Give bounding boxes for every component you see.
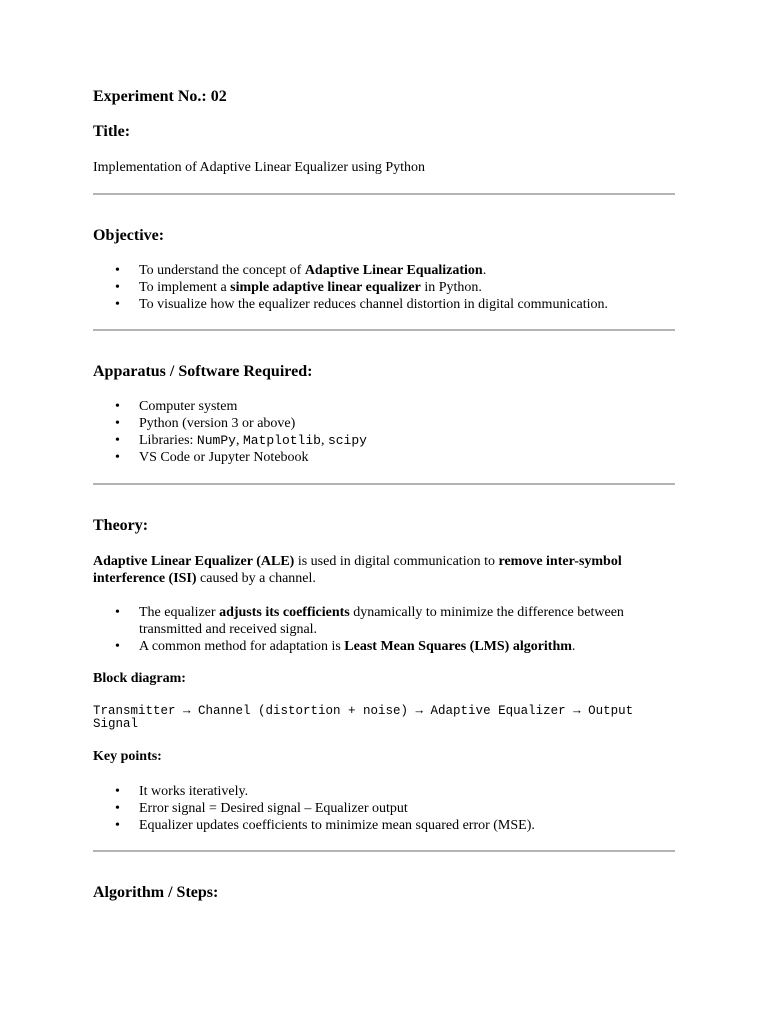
bullet-icon: • — [115, 297, 120, 312]
bullet-icon: • — [115, 433, 120, 448]
bullet-icon: • — [115, 416, 120, 431]
objective-heading: Objective: — [93, 227, 165, 244]
list-item — [93, 432, 675, 449]
list-item — [93, 604, 633, 638]
algorithm-heading: Algorithm / Steps: — [93, 884, 219, 901]
theory-point-bold: adjusts its coefficients — [219, 605, 350, 620]
theory-point-bold: Least Mean Squares (LMS) algorithm — [344, 639, 572, 654]
bullet-icon: • — [115, 263, 120, 278]
title-label: Title: — [93, 123, 131, 140]
bullet-icon: • — [115, 450, 120, 465]
library-name: scipy — [327, 433, 367, 448]
key-point-text: It works iteratively. — [139, 784, 249, 799]
objective-item-text: To implement a — [139, 280, 231, 295]
key-points-list — [93, 783, 675, 834]
bullet-icon: • — [115, 280, 120, 295]
objective-item-text: To understand the concept of — [139, 263, 305, 278]
theory-heading: Theory: — [93, 517, 149, 534]
apparatus-list — [93, 398, 675, 466]
library-name: NumPy — [196, 433, 236, 448]
list-item — [93, 415, 675, 432]
divider — [93, 483, 675, 485]
apparatus-item-text: Libraries: — [139, 433, 197, 448]
list-item — [93, 783, 675, 800]
bullet-icon: • — [115, 801, 120, 816]
theory-intro — [93, 553, 638, 587]
theory-point-text: The equalizer — [139, 605, 220, 620]
theory-intro-bold: remove inter-symbol interference (ISI) — [93, 554, 622, 586]
bullet-icon: • — [115, 639, 120, 654]
key-point-text: Equalizer updates coefficients to minimize mean squared error (MSE). — [139, 818, 535, 833]
theory-intro-bold: Adaptive Linear Equalizer (ALE) — [93, 554, 295, 569]
title-text: Implementation of Adaptive Linear Equalizer using Python — [93, 160, 426, 175]
theory-intro-text: is used in digital communication to — [294, 554, 499, 569]
bullet-icon: • — [115, 399, 120, 414]
apparatus-item-text: Python (version 3 or above) — [139, 416, 296, 431]
apparatus-heading: Apparatus / Software Required: — [93, 363, 313, 380]
separator: , — [235, 433, 243, 448]
objective-item-text: To visualize how the equalizer reduces channel distortion in digital communication. — [139, 297, 609, 312]
library-name: Matplotlib — [242, 433, 321, 448]
theory-point-text: A common method for adaptation is — [139, 639, 345, 654]
list-item — [93, 398, 675, 415]
apparatus-item-text: VS Code or Jupyter Notebook — [139, 450, 309, 465]
objective-item-bold: Adaptive Linear Equalization — [304, 263, 483, 278]
divider — [93, 193, 675, 195]
list-item — [93, 638, 633, 655]
experiment-number: Experiment No.: 02 — [93, 88, 227, 105]
bullet-icon: • — [115, 818, 120, 833]
list-item — [93, 296, 675, 313]
objective-list — [93, 262, 675, 313]
list-item — [93, 800, 675, 817]
objective-item-text: in Python. — [420, 280, 482, 295]
bullet-icon: • — [115, 784, 120, 799]
bullet-icon: • — [115, 605, 120, 620]
list-item — [93, 262, 675, 279]
list-item — [93, 817, 675, 834]
apparatus-item-text: Computer system — [139, 399, 238, 414]
theory-point-text: dynamically to minimize the difference between transmitted and received signal. — [139, 605, 624, 637]
theory-point-text: . — [571, 639, 576, 654]
divider — [93, 329, 675, 331]
block-diagram-label: Block diagram: — [93, 671, 186, 686]
objective-item-text: . — [482, 263, 487, 278]
list-item — [93, 279, 675, 296]
divider — [93, 850, 675, 852]
key-point-text: Error signal = Desired signal – Equalizer output — [139, 801, 408, 816]
theory-points — [93, 604, 633, 655]
list-item — [93, 449, 675, 466]
theory-intro-text: caused by a channel. — [196, 571, 316, 586]
objective-item-bold: simple adaptive linear equalizer — [230, 280, 421, 295]
block-diagram-text: Transmitter → Channel (distortion + noise) → Adaptive Equalizer → Output Signal — [93, 704, 641, 731]
separator: , — [320, 433, 328, 448]
key-points-label: Key points: — [93, 749, 162, 764]
